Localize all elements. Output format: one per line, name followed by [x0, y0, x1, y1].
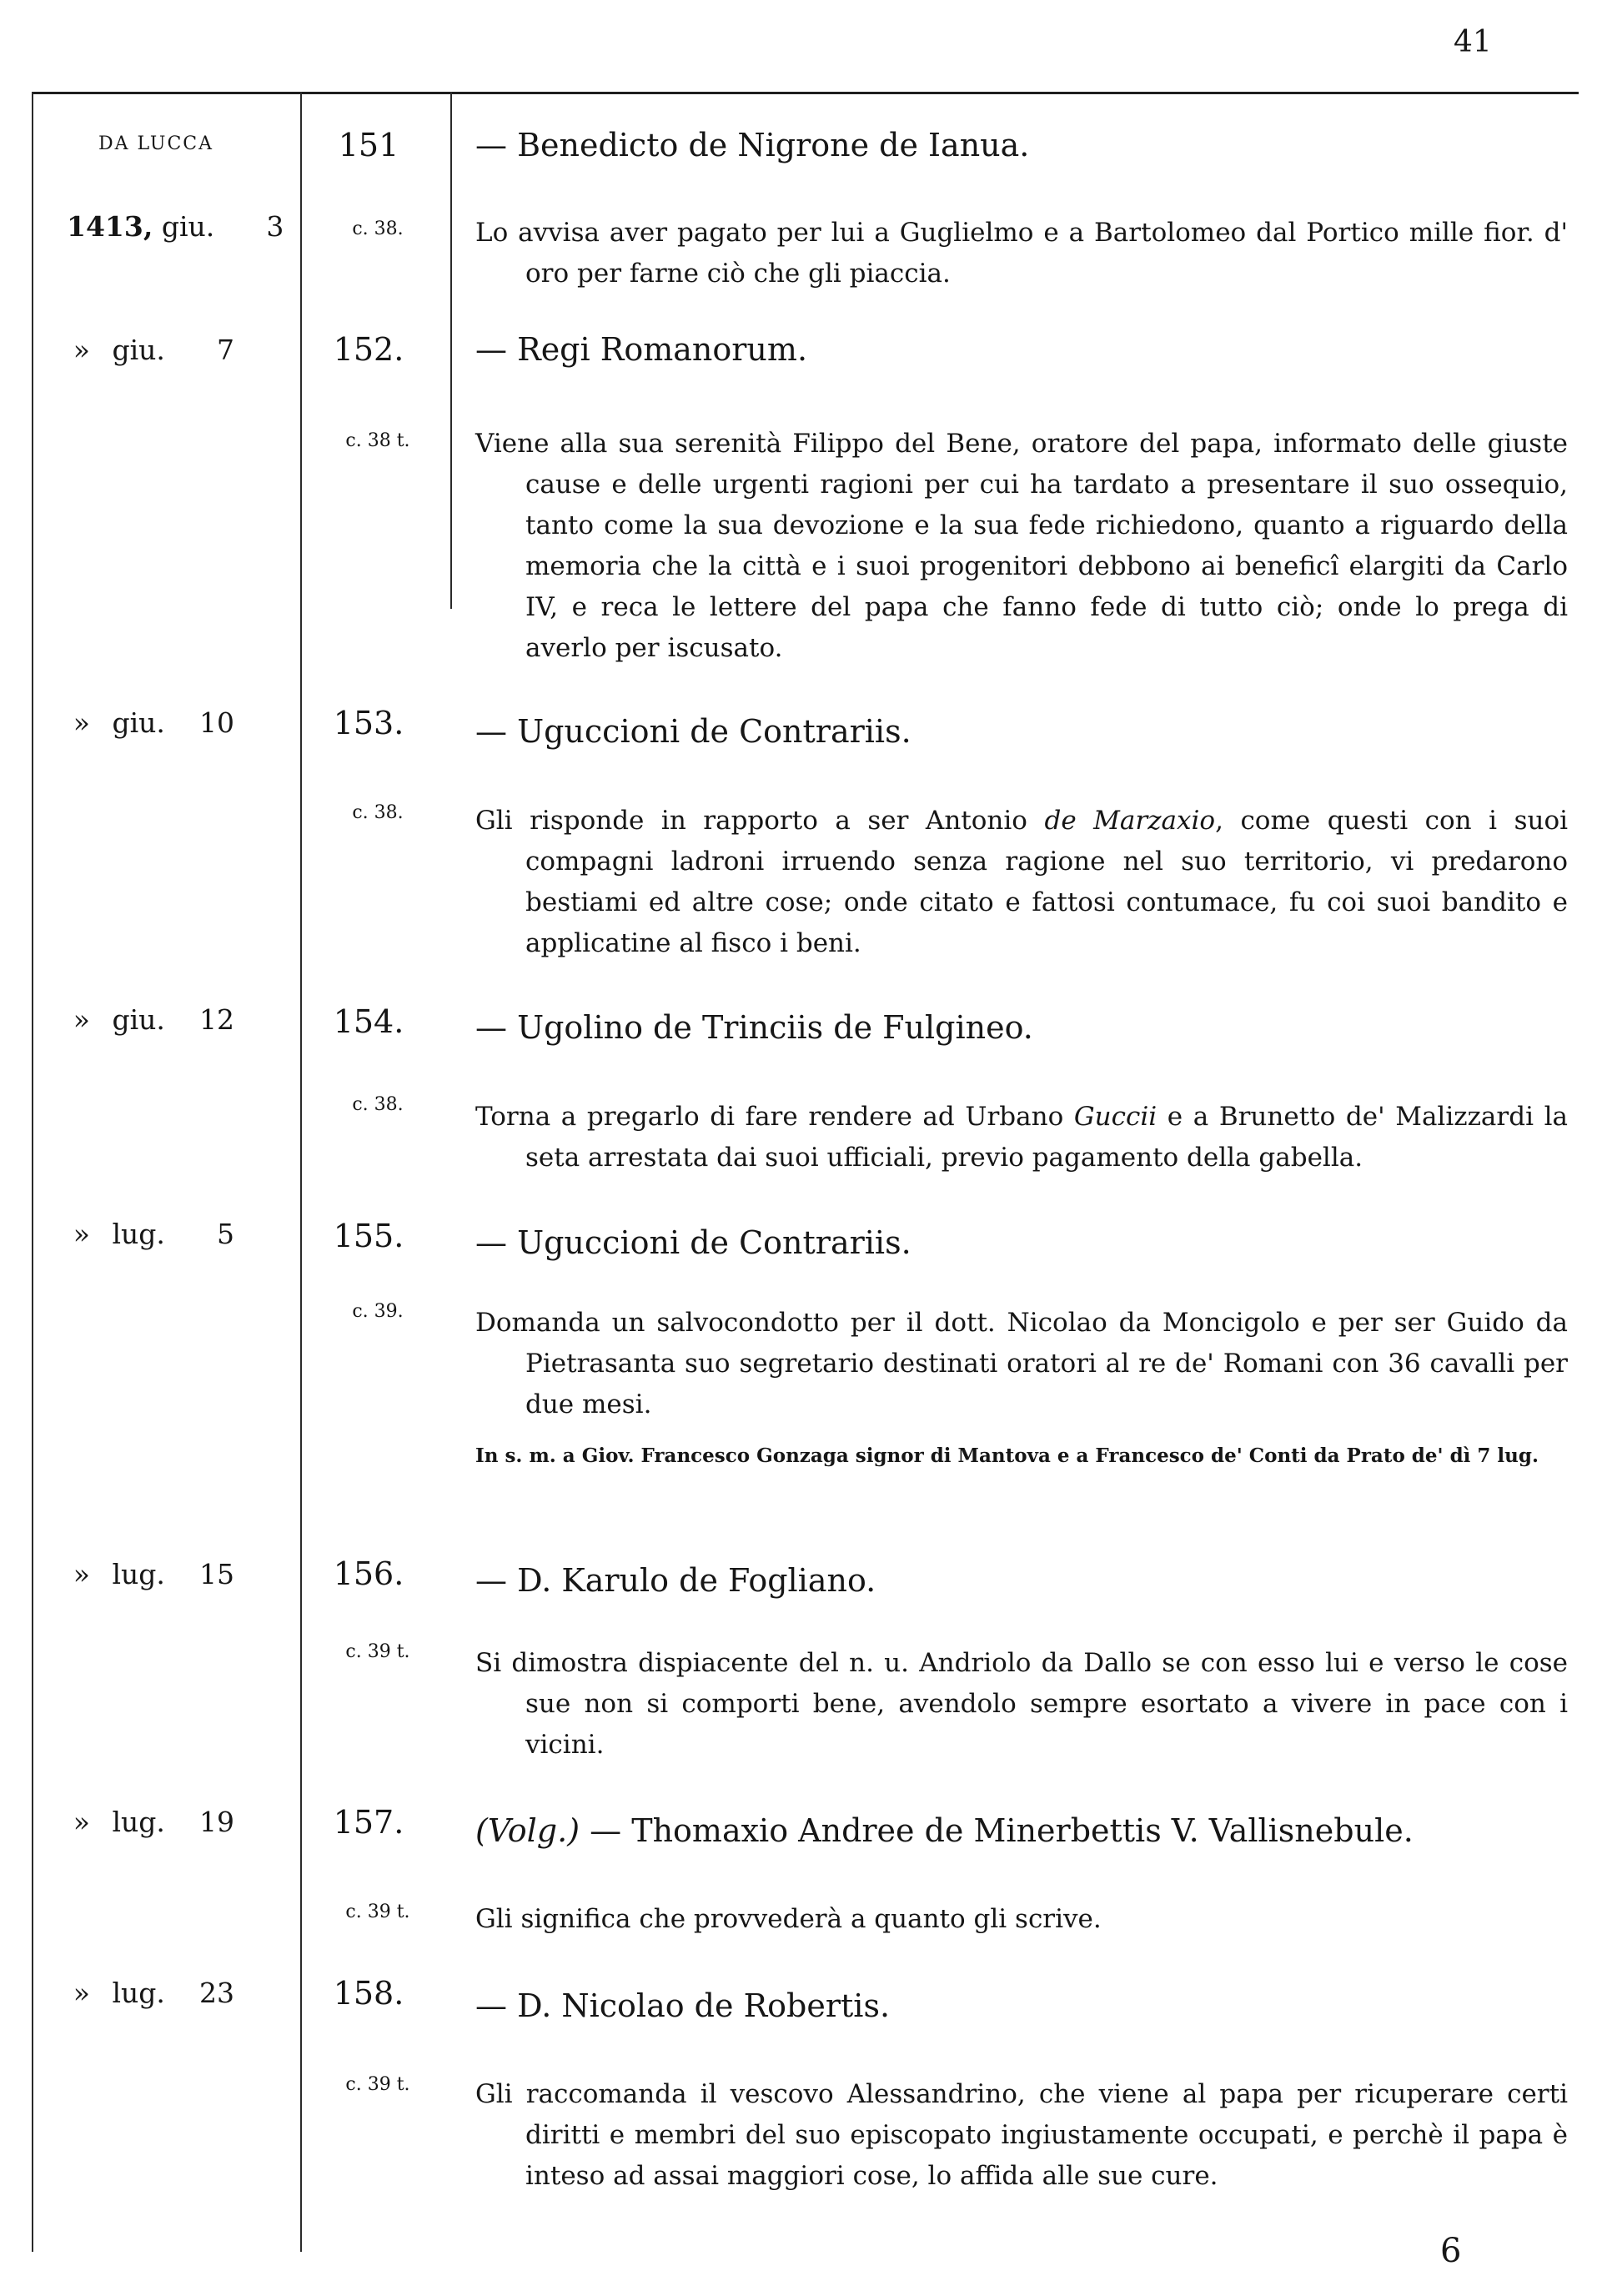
- entry-date: [62, 1558, 262, 1590]
- entry-ref: c. 38 t.: [345, 430, 410, 451]
- entry-chevron: »: [73, 1977, 90, 2009]
- entry-body: Gli raccomanda il vescovo Alessandrino, che viene al papa per ricuperare certi diritti e membri del suo episcopato ingiustamente occupati, e perchè il papa è inteso ad assai maggiori cose, lo affida alle sue cure.: [475, 2079, 1568, 2191]
- entry-day: 12: [199, 1003, 234, 1036]
- column-rule-right: [450, 92, 452, 609]
- entry-body: Lo avvisa aver pagato per lui a Guglielmo e a Bartolomeo dal Portico mille fior. d' oro per farne ciò che gli piaccia.: [475, 218, 1568, 289]
- entry-date: [62, 706, 262, 739]
- entry-day: 23: [199, 1977, 234, 2009]
- entry-day: 7: [217, 334, 234, 366]
- entry-body-text: Gli risponde in rapporto a ser Antonio: [475, 806, 1045, 836]
- entry-date: [62, 1977, 262, 2009]
- entry-addressee-text: — Thomaxio Andree de Minerbettis V. Vallisnebule.: [590, 1812, 1414, 1849]
- entry-body: Si dimostra dispiacente del n. u. Andriolo da Dallo se con esso lui e verso le cose sue non si comporti bene, avendolo sempre esortato a vivere in pace con i vicini.: [475, 1648, 1568, 1760]
- entry-ref: c. 38.: [352, 1094, 404, 1115]
- entry-month: giu.: [161, 210, 215, 243]
- entry-ref: c. 39 t.: [345, 1902, 410, 1922]
- entry-addressee: — Regi Romanorum.: [475, 331, 808, 368]
- entry-chevron: »: [73, 334, 90, 366]
- entry-month: lug.: [112, 1558, 165, 1590]
- entry-month: giu.: [112, 334, 165, 366]
- entry-number: 155.: [333, 1218, 404, 1254]
- header-rule: [32, 92, 1579, 94]
- entry-addressee: — Uguccioni de Contrariis.: [475, 713, 911, 750]
- signature-mark: 6: [1440, 2232, 1462, 2270]
- entry-chevron: »: [73, 1558, 90, 1590]
- entry-ref: c. 39.: [352, 1301, 404, 1322]
- entry-date: [62, 1003, 262, 1036]
- column-rule-middle: [300, 92, 302, 2252]
- entry-chevron: »: [73, 1218, 90, 1250]
- entry-prefix: (Volg.): [475, 1812, 580, 1849]
- entry-body-text: , come questi con i suoi compagni ladroni irruendo senza ragione nel suo territorio, vi predarono bestiami ed altre cose; onde citato e fattosi contumace, fu coi suoi bandito e applicatine al fisco i beni.: [525, 806, 1569, 958]
- entry-month: lug.: [112, 1977, 165, 2009]
- entry-addressee: — Ugolino de Trinciis de Fulgineo.: [475, 1009, 1033, 1046]
- entry-body: Viene alla sua serenità Filippo del Bene, oratore del papa, informato delle giuste cause e delle urgenti ragioni per cui ha tardato a presentare il suo ossequio, tanto come la sua devozione e la sua fede richiedono, quanto a riguardo della memoria che la città e i suoi progenitori debbono ai beneficî elargiti da Carlo IV, e reca le lettere del papa che fanno fede di tutto ciò; onde lo prega di averlo per iscusato.: [475, 429, 1568, 663]
- entry-month: lug.: [112, 1218, 165, 1250]
- entry-body-italic: Guccii: [1073, 1102, 1158, 1132]
- entry-date: [62, 1806, 262, 1838]
- entry-day: 3: [266, 210, 284, 243]
- entry-body: [475, 801, 1568, 964]
- entry-ref: c. 39 t.: [345, 2074, 410, 2095]
- entry-addressee: — D. Karulo de Fogliano.: [475, 1562, 876, 1599]
- column-rule-left: [32, 92, 33, 2252]
- entry-body-italic: de Marzaxio: [1044, 806, 1216, 836]
- entry-day: 15: [199, 1558, 234, 1590]
- entry-addressee: — Benedicto de Nigrone de Ianua.: [475, 127, 1030, 163]
- entry-addressee: — Uguccioni de Contrariis.: [475, 1224, 911, 1261]
- entry-addressee: [475, 1812, 1568, 1849]
- entry-month: giu.: [112, 706, 165, 739]
- entry-number: 153.: [333, 705, 404, 741]
- entry-day: 19: [199, 1806, 234, 1838]
- entry-body: Gli significa che provvederà a quanto gli scrive.: [475, 1904, 1102, 1934]
- entry-chevron: »: [73, 706, 90, 739]
- entry-day: 5: [217, 1218, 234, 1250]
- entry-ref: c. 38.: [352, 219, 404, 239]
- entry-number: 156.: [333, 1555, 404, 1592]
- entry-month: lug.: [112, 1806, 165, 1838]
- entry-month: giu.: [112, 1003, 165, 1036]
- entry-day: 10: [199, 706, 234, 739]
- entry-date: [62, 1218, 262, 1250]
- entry-date: [62, 334, 262, 366]
- entry-body: [475, 1097, 1568, 1178]
- entry-number: 152.: [333, 331, 404, 368]
- entry-chevron: »: [73, 1003, 90, 1036]
- entry-body-text: Torna a pregarlo di fare rendere ad Urbano: [475, 1102, 1074, 1132]
- entry-number: 154.: [333, 1003, 404, 1040]
- entry-number: 158.: [333, 1975, 404, 2012]
- page-number: 41: [1454, 25, 1492, 59]
- entry-chevron: »: [73, 1806, 90, 1838]
- entry-number: 157.: [333, 1804, 404, 1841]
- entry-number: 151: [338, 127, 399, 163]
- entry-ref: c. 38.: [352, 802, 404, 823]
- entry-note: In s. m. a Giov. Francesco Gonzaga signor di Mantova e a Francesco de' Conti da Prato de' dì 7 lug.: [475, 1444, 1539, 1467]
- entry-ref: c. 39 t.: [345, 1641, 410, 1662]
- entry-date: [67, 210, 284, 243]
- entry-addressee: — D. Nicolao de Robertis.: [475, 1987, 891, 2024]
- entry-body-text: e a Brunetto de' Malizzardi la seta arrestata dai suoi ufficiali, previo pagamento della gabella.: [525, 1102, 1568, 1173]
- entry-year: 1413,: [67, 210, 153, 243]
- entry-body: Domanda un salvocondotto per il dott. Nicolao da Moncigolo e per ser Guido da Pietrasanta suo segretario destinati oratori al re de' Romani con 36 cavalli per due mesi.: [475, 1308, 1568, 1419]
- running-head: DA LUCCA: [98, 133, 214, 154]
